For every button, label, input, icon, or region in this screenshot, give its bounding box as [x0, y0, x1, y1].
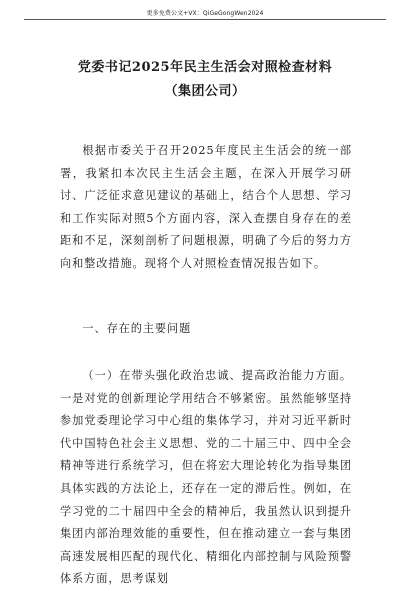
section-heading	[60, 318, 352, 341]
section-heading-text: 一、存在的主要问题	[82, 322, 192, 335]
intro-paragraph	[60, 140, 352, 276]
header-divider	[24, 19, 386, 20]
document-subtitle: （集团公司）	[164, 84, 246, 99]
intro-text: 根据市委关于召开2025年度民主生活会的统一部署，我紧扣本次民主生活会主题，在深入开展学习研讨、广泛征求意见建议的基础上，结合个人思想、学习和工作实际对照5个方面内容，深入查摆自身存在的差距和不足，深刻剖析了问题根源，明确了今后的努力方向和整改措施。现将个人对照检查情况报告如下。	[60, 144, 352, 270]
header-note: 更多免费公文+VX：QiGeGongWen2024	[146, 10, 264, 17]
subsection-paragraph	[60, 365, 352, 591]
document-title: 党委书记2025年民主生活会对照检查材料	[77, 60, 333, 75]
subsection-text: （一）在带头强化政治忠诚、提高政治能力方面。一是对党的创新理论学用结合不够紧密。虽然能够坚持参加党委理论学习中心组的集体学习，并对习近平新时代中国特色社会主义思想、党的二十届三中、四中全会精神等进行系统学习，但在将宏大理论转化为指导集团具体实践的方法论上，还存在一定的滞后性。例如，在学习党的二十届四中全会的精神后，我虽然认识到提升集团内部治理效能的重要性，但在推动建立一套与集团高速发展相匹配的现代化、精细化内部控制与风险预警体系方面，思考谋划	[60, 369, 352, 586]
